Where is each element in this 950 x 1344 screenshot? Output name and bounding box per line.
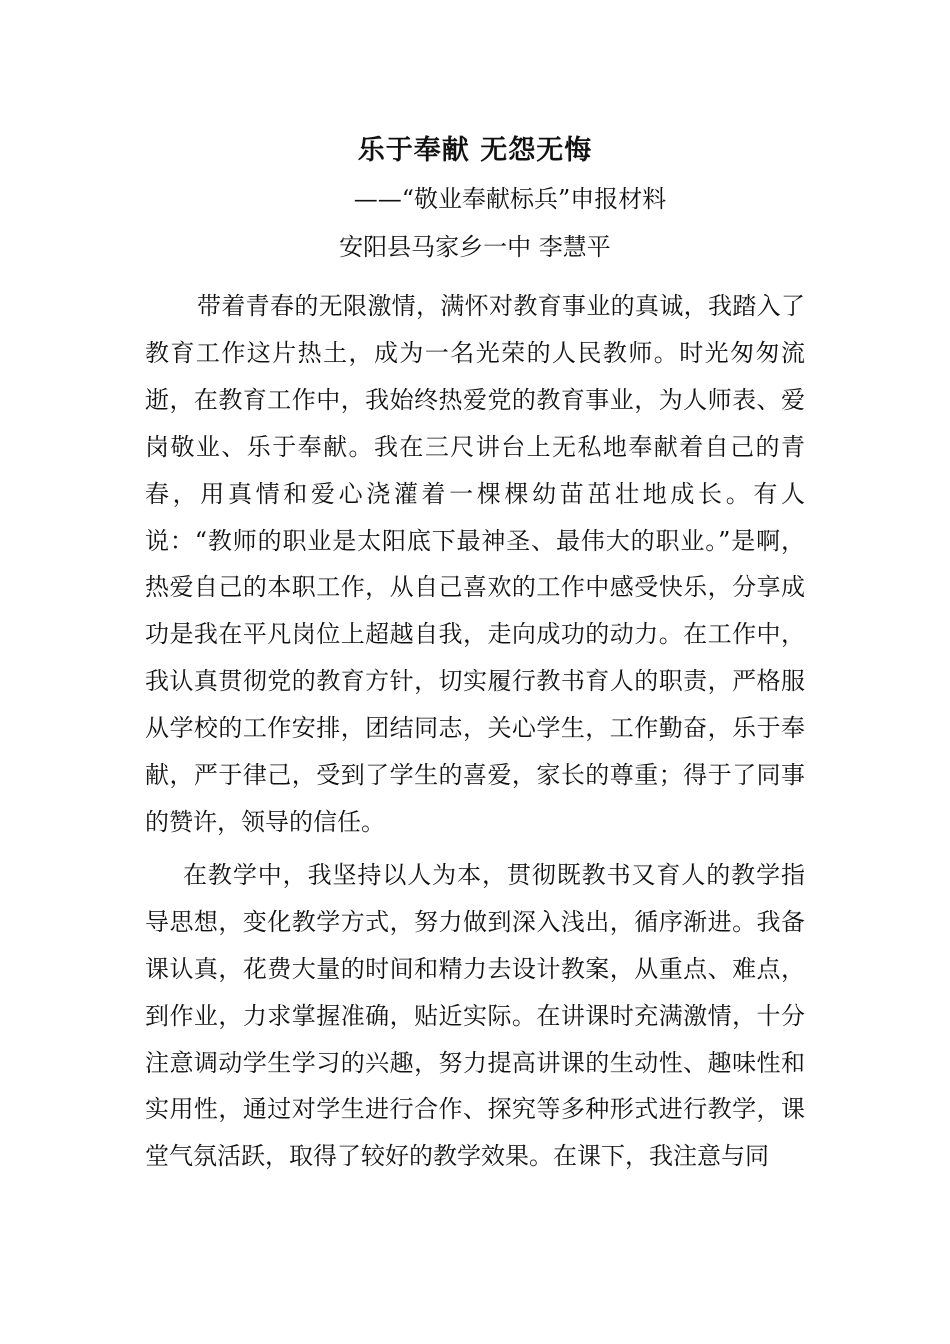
document-title: 乐于奉献 无怨无悔 <box>357 135 593 166</box>
document-body <box>145 283 805 1180</box>
document-author: 安阳县马家乡一中 李慧平 <box>339 233 611 261</box>
paragraph: 带着青春的无限激情，满怀对教育事业的真诚，我踏入了教育工作这片热土，成为一名光荣的人民教师。时光匆匆流逝，在教育工作中，我始终热爱党的教育事业，为人师表、爱岗敬业、乐于奉献。我在三尺讲台上无私地奉献着自己的青春，用真情和爱心浇灌着一棵棵幼苗茁壮地成长。有人说：“教师的职业是太阳底下最神圣、最伟大的职业。”是啊，热爱自己的本职工作，从自己喜欢的工作中感受快乐，分享成功是我在平凡岗位上超越自我，走向成功的动力。在工作中，我认真贯彻党的教育方针，切实履行教书育人的职责，严格服从学校的工作安排，团结同志，关心学生，工作勤奋，乐于奉献，严于律己，受到了学生的喜爱，家长的尊重；得于了同事的赞许，领导的信任。 <box>145 292 805 836</box>
document-subtitle: ——“敬业奉献标兵”申报材料 <box>353 185 667 213</box>
paragraph: 在教学中，我坚持以人为本，贯彻既教书又育人的教学指导思想，变化教学方式，努力做到深入浅出，循序渐进。我备课认真，花费大量的时间和精力去设计教案，从重点、难点，到作业，力求掌握准确，贴近实际。在讲课时充满激情，十分注意调动学生学习的兴趣，努力提高讲课的生动性、趣味性和实用性，通过对学生进行合作、探究等多种形式进行教学，课堂气氛活跃，取得了较好的教学效果。在课下，我注意与同 <box>145 860 805 1171</box>
